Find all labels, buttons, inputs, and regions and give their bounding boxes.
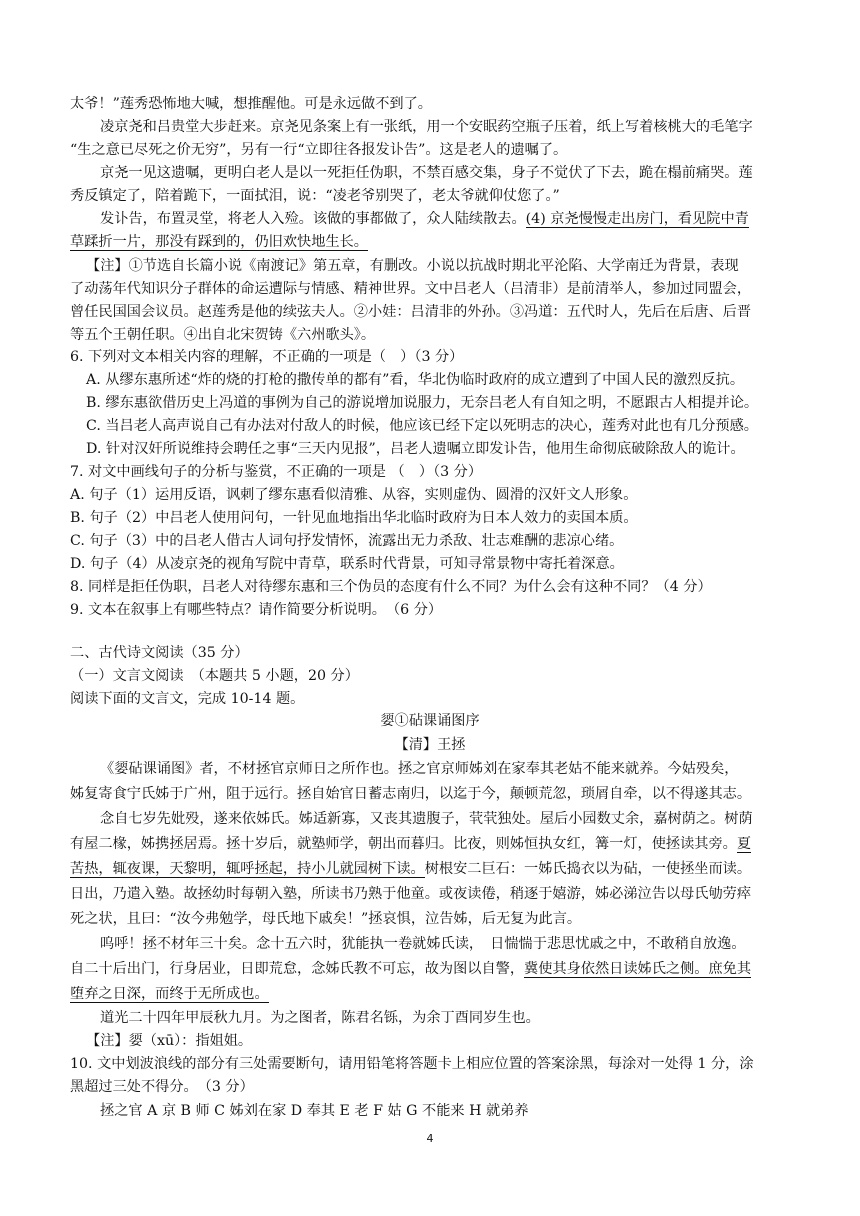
story-paragraph: 凌京尧和吕贵堂大步赶来。京尧见条案上有一张纸，用一个安眠药空瓶子压着，纸上写着核桃大的毛笔字 (100, 119, 753, 135)
passage-text: 有屋二椽，姊携拯居焉。拯十岁后，就塾师学，朝出而暮归。比夜，则姊恒执女红，篝一灯，使拯读其旁。 (70, 836, 737, 852)
passage-author: 【清】王拯 (394, 737, 466, 753)
underlined-sentence: 苦热，辄夜课，天黎明，辄呼拯起，持小儿就园树下读。 (70, 861, 425, 877)
underlined-sentence: 夏 (736, 836, 752, 852)
question-7-option-d: D. 句子（4）从凌京尧的视角写院中青草，联系时代背景，可知寻常景物中寄托着深意。 (70, 556, 624, 572)
underlined-sentence: 冀使其身依然日读姊氏之侧。庶免其 (524, 961, 752, 977)
question-10: 10. 文中划波浪线的部分有三处需要断句，请用铅笔将答题卡上相应位置的答案涂黑，每涂对一处得 1 分，涂 (70, 1056, 754, 1072)
passage-line: 死之状，且曰：“汝今弗勉学，母氏地下戚矣！”拯哀惧，泣告姊，后无复为此言。 (70, 911, 582, 927)
note-line: 【注】①节选自长篇小说《南渡记》第五章，有删改。小说以抗战时期北平沦陷、大学南迁为背景，表现 (86, 258, 739, 274)
story-paragraph: “生之意已尽死之价无穷”，另有一行“立即往各报发讣告”。这是老人的遗嘱了。 (70, 142, 568, 158)
passage-line (70, 834, 751, 854)
question-9: 9. 文本在叙事上有哪些特点？请作简要分析说明。 （6 分） (70, 602, 443, 618)
passage-line (70, 984, 269, 1004)
question-10-options: 拯之官 A 京 B 师 C 姊刘在家 D 奉其 E 老 F 姑 G 不能来 H 就弟养 (100, 1103, 529, 1119)
question-7-option-b: B. 句子（2）中吕老人使用问句，一针见血地指出华北临时政府为日本人效力的卖国本质。 (70, 510, 638, 526)
question-7: 7. 对文中画线句子的分析与鉴赏，不正确的一项是 （ ）（3 分） (70, 464, 483, 480)
section-subtitle: （一）文言文阅读 （本题共 5 小题，20 分） (70, 668, 359, 684)
passage-line (70, 959, 751, 979)
question-7-option-a: A. 句子（1）运用反语，讽刺了缪东惠看似清雅、从容，实则虚伪、圆滑的汉奸文人形象。 (70, 487, 638, 503)
story-paragraph: 京尧一见这遗嘱，更明白老人是以一死拒任伪职，不禁百感交集，身子不觉伏了下去，跪在榻前痛哭。莲 (100, 165, 753, 181)
underlined-sentence-4: 草蹂折一片，那没有踩到的，仍旧欢快地生长。 (70, 234, 368, 250)
passage-line (70, 859, 751, 879)
passage-line: 姊复寄食宁氏姊于广州，阻于远行。拯自始官日蓄志南归，以迄于今，颠顿荒忽，琐屑自牵，以不得遂其志。 (70, 786, 752, 802)
question-10: 黑超过三处不得分。 （3 分） (70, 1079, 254, 1095)
section-instruction: 阅读下面的文言文，完成 10-14 题。 (70, 691, 305, 707)
story-paragraph (100, 209, 749, 229)
passage-title: 媭①砧课诵图序 (380, 713, 480, 729)
story-text: 发讣告，布置灵堂，将老人入殓。该做的事都做了，众人陆续散去。 (100, 211, 526, 227)
passage-line: 道光二十四年甲辰秋九月。为之图者，陈君名铄，为余丁酉同岁生也。 (100, 1010, 540, 1026)
story-paragraph: 太爷！”莲秀恐怖地大喊，想推醒他。可是永远做不到了。 (70, 96, 432, 112)
note-line: 了动荡年代知识分子群体的命运遭际与情感、精神世界。文中吕老人（吕清非）是前清举人，参加过同盟会， (70, 281, 752, 297)
question-6-option-d: D. 针对汉奸所说维持会聘任之事“三天内见报”，吕老人遗嘱立即发讣告，他用生命彻底破除敌人的诡计。 (86, 441, 745, 457)
passage-line: 念自七岁先妣殁，遂来依姊氏。姊适新寡，又丧其遗腹子，茕茕独处。屋后小园数丈余，嘉树荫之。树荫 (100, 811, 753, 827)
question-6: 6. 下列对文本相关内容的理解，不正确的一项是（ ）（3 分） (70, 349, 464, 365)
note-line: 曾任民国国会议员。赵莲秀是他的续弦夫人。②小娃：吕清非的外孙。③冯道：五代时人，先后在后唐、后晋 (70, 304, 752, 320)
note-line: 等五个王朝任职。④出自北宋贺铸《六州歌头》。 (70, 327, 376, 343)
passage-text: 自二十后出门，行身居业，日即荒怠，念姊氏教不可忘，故为图以自警， (70, 961, 525, 977)
question-6-option-b: B. 缪东惠欲借历史上冯道的事例为自己的游说增加说服力，无奈吕老人有自知之明，不愿跟古人相提并论。 (86, 395, 759, 411)
section-title: 二、古代诗文阅读（35 分） (70, 645, 249, 661)
question-8: 8. 同样是拒任伪职，吕老人对待缪东惠和三个伪员的态度有什么不同？为什么会有这种不同？（4 分） (70, 579, 712, 595)
question-6-option-c: C. 当吕老人高声说自己有办法对付敌人的时候，他应该已经下定以死明志的决心，莲秀对此也有几分预感。 (86, 418, 758, 434)
passage-line (100, 759, 738, 779)
page-number: 4 (426, 1132, 434, 1145)
passage-text: 《媭砧课诵图》者，不材拯官京师日之所作也。拯之官京师姊刘在家奉其老姑不能来就养。今姑殁矣， (100, 761, 739, 777)
passage-note: 【注】媭（xū）：指姐姐。 (86, 1033, 253, 1049)
story-paragraph: 秀反镇定了，陪着跪下，一面拭泪，说：“凌老爷别哭了，老太爷就仰仗您了。” (70, 188, 560, 204)
passage-text: 树根安二巨石：一姊氏捣衣以为砧，一使拯坐而读。 (424, 861, 752, 877)
passage-line: 日出，乃遣入塾。故拯幼时每朝入塾，所读书乃熟于他童。或夜读倦，稍逐于嬉游，姊必涕泣告以母氏劬劳瘁 (70, 886, 752, 902)
story-paragraph (70, 232, 368, 252)
underlined-sentence: 堕弃之日深，而终于无所成也。 (70, 986, 269, 1002)
passage-line: 呜呼！拯不材年三十矣。念十五六时，犹能执一卷就姊氏读， 日惴惴于悲思忧戚之中，不敢稍自放逸。 (100, 936, 746, 952)
question-6-option-a: A. 从缪东惠所述“炸的烧的打枪的撒传单的都有”看，华北伪临时政府的成立遭到了中国人民的激烈反抗。 (86, 372, 745, 388)
underlined-sentence-4: (4) 京尧慢慢走出房门，看见院中青 (525, 211, 749, 227)
question-7-option-c: C. 句子（3）中的吕老人借古人词句抒发情怀，流露出无力杀敌、壮志难酬的悲凉心绪。 (70, 533, 624, 549)
